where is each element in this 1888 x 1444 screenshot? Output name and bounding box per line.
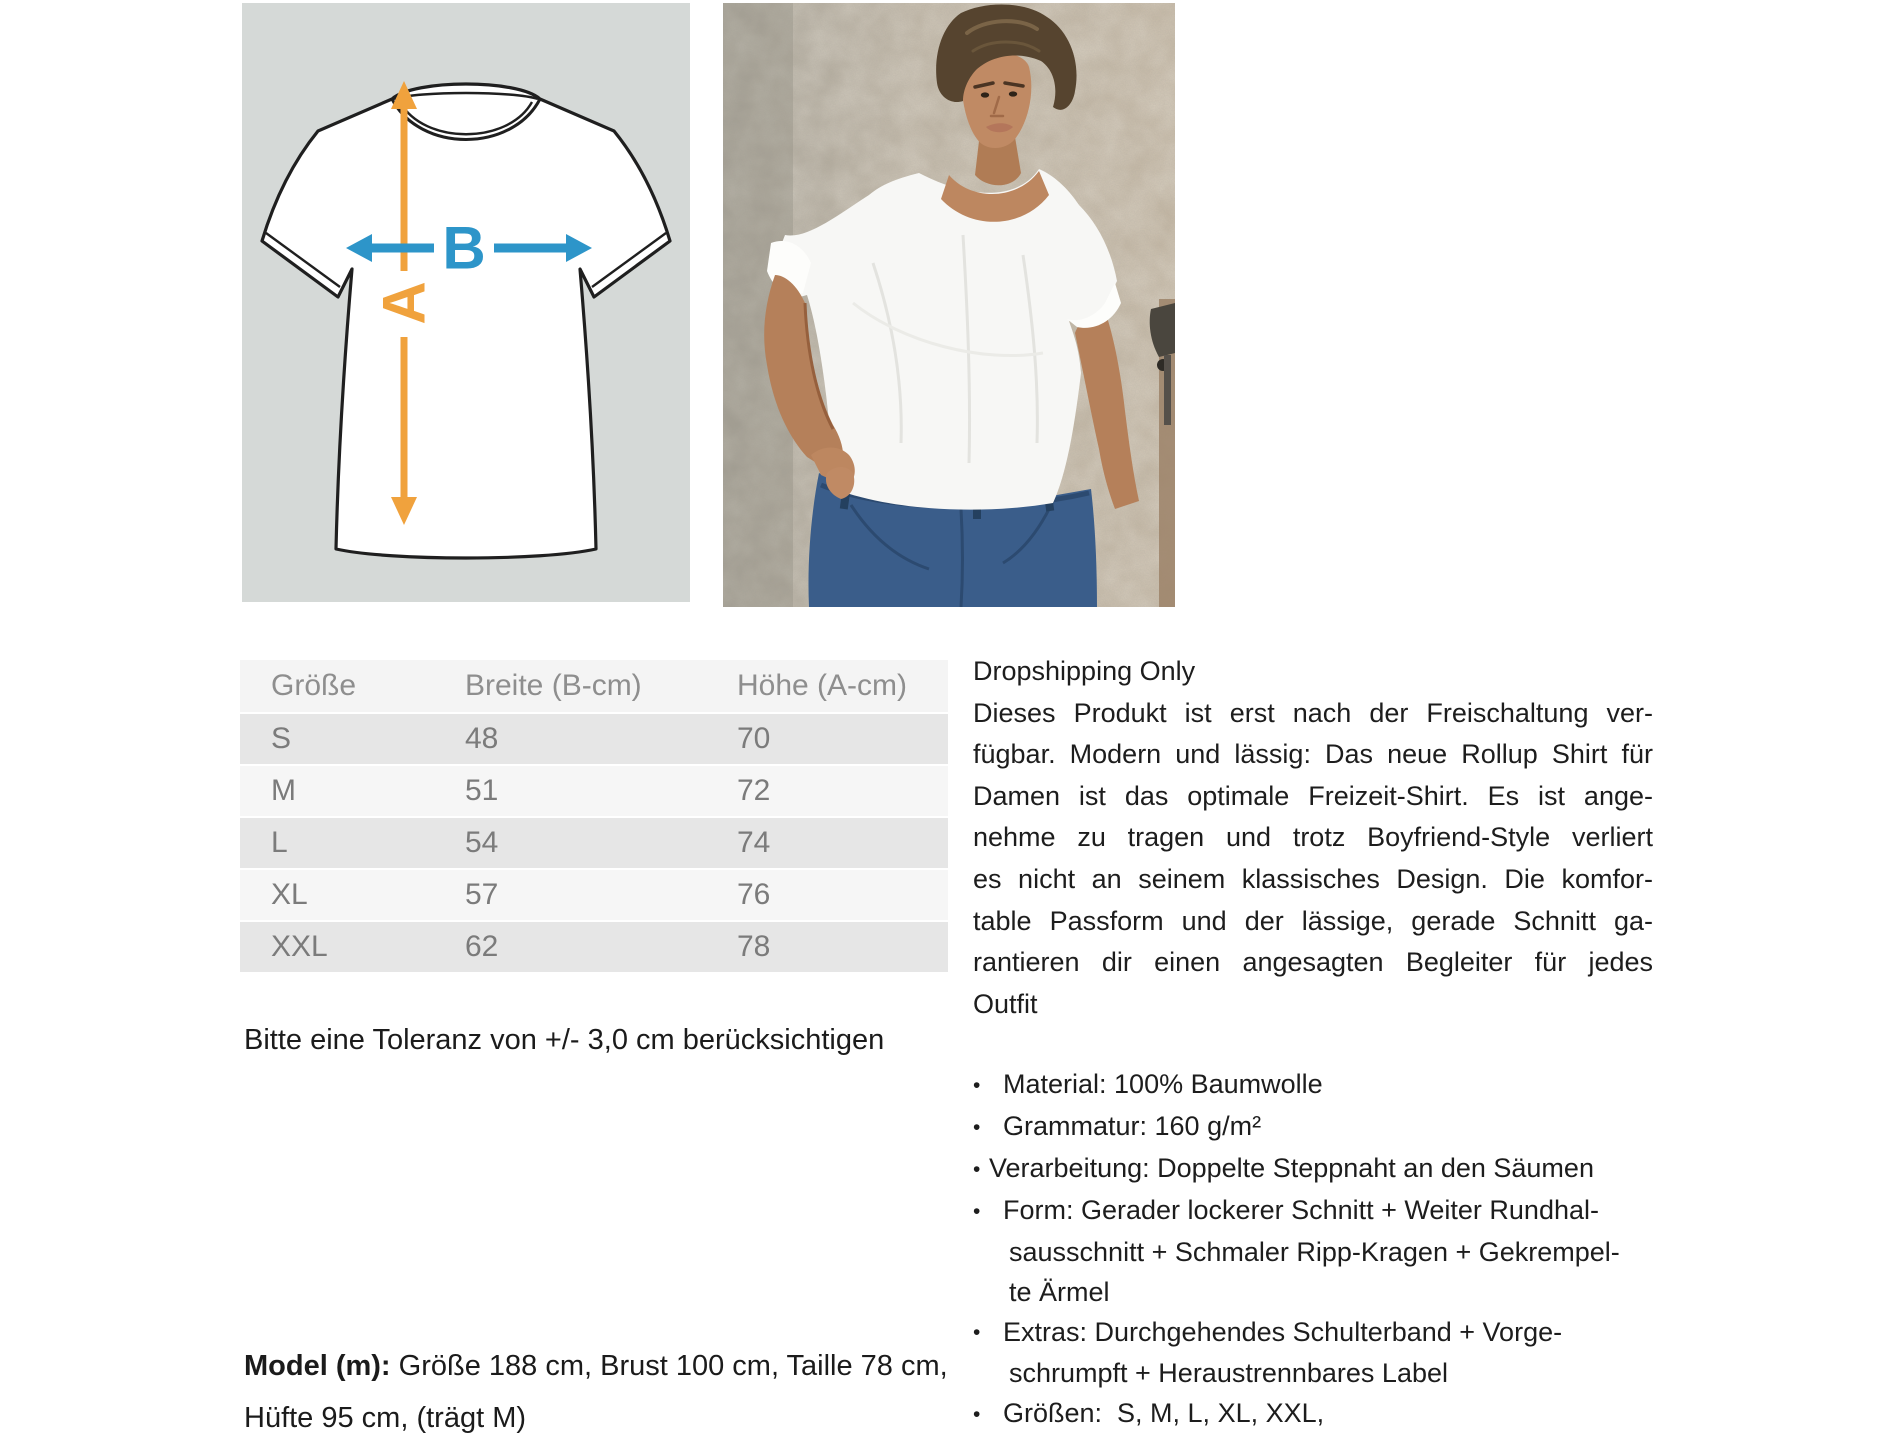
bullet-icon: • <box>973 1321 981 1345</box>
bullet-icon: • <box>973 1199 981 1223</box>
cell-hoehe: 78 <box>737 930 771 963</box>
product-description <box>973 651 1653 1025</box>
tshirt-outline-icon <box>262 84 670 558</box>
model-measurements-line1 <box>244 1340 948 1392</box>
cell-size: M <box>271 774 296 807</box>
feature-line: • Extras: Durchgehendes Schulterband + Vorge- <box>973 1312 1673 1354</box>
table-row <box>240 766 948 818</box>
description-last-line: Outfit <box>973 988 1038 1019</box>
model-label: Model (m): <box>244 1350 391 1382</box>
bullet-icon: • <box>973 1157 981 1181</box>
description-line: fügbar. Modern und lässig: Das neue Rollup Shirt für <box>973 739 1653 770</box>
cell-hoehe: 70 <box>737 722 771 755</box>
cell-hoehe: 72 <box>737 774 771 807</box>
model-photo[interactable] <box>723 3 1175 607</box>
description-heading: Dropshipping Only <box>973 656 1196 686</box>
size-table-header <box>240 660 948 714</box>
feature-line: • Material: 100% Baumwolle <box>973 1064 1673 1106</box>
description-line: rantieren dir einen angesagten Begleiter für jedes <box>973 947 1653 978</box>
cell-size: XXL <box>271 930 328 963</box>
description-paragraph <box>973 693 1653 984</box>
size-table <box>240 660 948 974</box>
label-b: B <box>442 214 486 282</box>
description-line: table Passform und der lässige, gerade Schnitt ga- <box>973 905 1653 936</box>
cell-size: S <box>271 722 292 755</box>
table-row <box>240 922 948 974</box>
description-line: Dieses Produkt ist erst nach der Freischaltung ver- <box>973 697 1653 728</box>
cell-breite: 57 <box>465 878 499 911</box>
feature-line: • Form: Gerader lockerer Schnitt + Weiter Rundhal- <box>973 1190 1673 1232</box>
size-table-column-header: Höhe (A-cm) <box>737 669 908 702</box>
description-line: nehme zu tragen und trotz Boyfriend-Style verliert <box>973 822 1653 853</box>
model-measurements <box>244 1340 948 1444</box>
bullet-icon: • <box>973 1115 981 1139</box>
label-a: A <box>370 281 438 325</box>
size-table-column-header: Breite (B-cm) <box>465 669 642 702</box>
table-row <box>240 870 948 922</box>
feature-list <box>973 1064 1673 1435</box>
table-row <box>240 818 948 870</box>
model-photo-illustration <box>723 3 1175 607</box>
table-row <box>240 714 948 766</box>
bullet-icon: • <box>973 1073 981 1097</box>
cell-size: XL <box>271 878 308 911</box>
cell-size: L <box>271 826 288 859</box>
cell-hoehe: 74 <box>737 826 771 859</box>
description-line: Damen ist das optimale Freizeit-Shirt. Es ist ange- <box>973 780 1653 811</box>
feature-line: • Verarbeitung: Doppelte Steppnaht an den Säumen <box>973 1148 1673 1190</box>
model-line1-text: Größe 188 cm, Brust 100 cm, Taille 78 cm, <box>390 1350 948 1382</box>
feature-line: • Größen: S, M, L, XL, XXL, <box>973 1393 1673 1435</box>
cell-breite: 48 <box>465 722 499 755</box>
bullet-icon: • <box>973 1403 981 1427</box>
cell-breite: 54 <box>465 826 499 859</box>
cell-hoehe: 76 <box>737 878 771 911</box>
description-line: es nicht an seinem klassisches Design. Die komfor- <box>973 863 1653 894</box>
size-table-body <box>240 714 948 974</box>
tshirt-measure-illustration <box>242 3 690 602</box>
feature-line: • Grammatur: 160 g/m² <box>973 1106 1673 1148</box>
size-table-column-header: Größe <box>271 669 357 702</box>
cell-breite: 51 <box>465 774 499 807</box>
model-measurements-line2: Hüfte 95 cm, (trägt M) <box>244 1402 527 1434</box>
feature-line: te Ärmel <box>1009 1276 1110 1307</box>
feature-line: schrumpft + Heraustrennbares Label <box>1009 1358 1448 1389</box>
cell-breite: 62 <box>465 930 499 963</box>
size-diagram-image[interactable] <box>242 3 690 602</box>
feature-line: sausschnitt + Schmaler Ripp-Kragen + Gekrempel- <box>1009 1236 1620 1267</box>
tolerance-note: Bitte eine Toleranz von +/- 3,0 cm berücksichtigen <box>244 1024 885 1056</box>
